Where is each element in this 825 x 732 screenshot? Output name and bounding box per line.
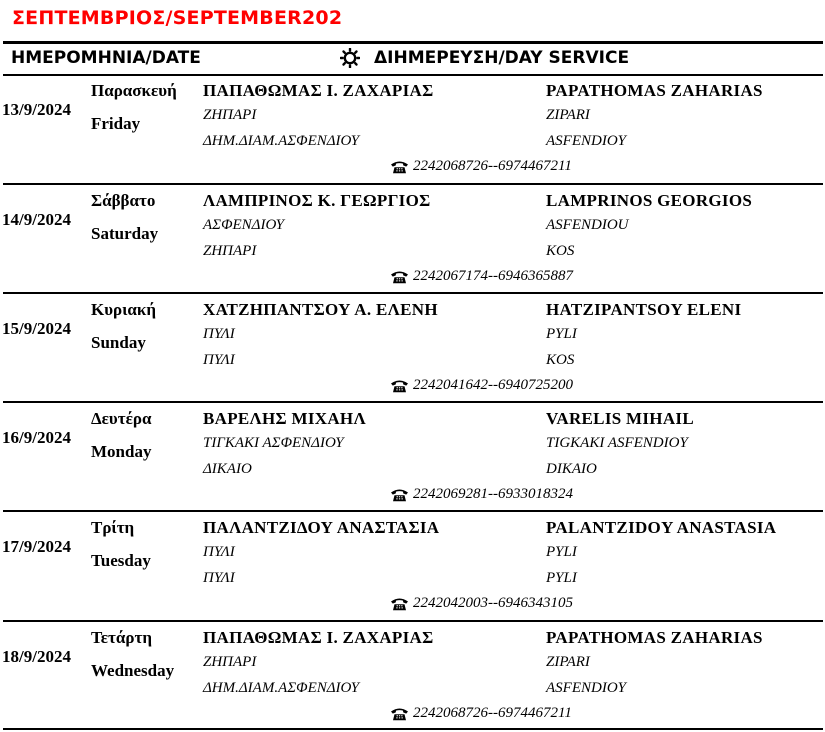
pharmacist-name-english: PAPATHOMAS ZAHARIAS bbox=[546, 628, 763, 647]
phone-numbers: 2242068726--6974467211 bbox=[413, 158, 572, 174]
entry-day-english: Wednesday bbox=[91, 661, 175, 680]
entry-day-english: Monday bbox=[91, 442, 152, 461]
entry-date: 17/9/2024 bbox=[2, 537, 71, 556]
address-greek: ΠΥΛΙ bbox=[203, 352, 235, 368]
phone-icon bbox=[390, 160, 409, 174]
phone-line bbox=[390, 377, 573, 394]
phone-numbers: 2242067174--6946365887 bbox=[413, 268, 573, 284]
phone-icon bbox=[390, 488, 409, 502]
entry-day-greek: Δευτέρα bbox=[91, 409, 152, 428]
pharmacist-name-english: PALANTZIDOY ANASTASIA bbox=[546, 518, 777, 537]
phone-line bbox=[390, 158, 572, 175]
entry-day-english: Friday bbox=[91, 114, 141, 133]
duty-entry bbox=[0, 621, 825, 731]
service-column-header bbox=[340, 48, 629, 68]
page-title: ΣΕΠΤΕΜΒΡΙΟΣ/SEPTEMBER202 bbox=[12, 7, 343, 29]
entry-date: 18/9/2024 bbox=[2, 647, 71, 666]
pharmacist-name-english: LAMPRINOS GEORGIOS bbox=[546, 191, 753, 210]
service-label: ΔΙΗΜΕΡΕΥΣΗ/DAY SERVICE bbox=[374, 48, 630, 68]
pharmacist-name-greek: ΠΑΠΑΘΩΜΑΣ Ι. ΖΑΧΑΡΙΑΣ bbox=[203, 81, 434, 100]
pharmacist-name-english: PAPATHOMAS ZAHARIAS bbox=[546, 81, 763, 100]
pharmacist-name-greek: ΠΑΠΑΘΩΜΑΣ Ι. ΖΑΧΑΡΙΑΣ bbox=[203, 628, 434, 647]
entry-day-greek: Τετάρτη bbox=[91, 628, 152, 647]
date-column-header: ΗΜΕΡΟΜΗΝΙΑ/DATE bbox=[11, 48, 201, 68]
entry-day-greek: Τρίτη bbox=[91, 518, 135, 537]
phone-line bbox=[390, 486, 573, 503]
phone-numbers: 2242041642--6940725200 bbox=[413, 377, 573, 393]
address-english: ASFENDIOY bbox=[546, 133, 626, 149]
entry-date: 14/9/2024 bbox=[2, 210, 71, 229]
location-english: ASFENDIOU bbox=[546, 217, 629, 233]
phone-line bbox=[390, 268, 573, 285]
phone-icon bbox=[390, 270, 409, 284]
pharmacist-name-greek: ΛΑΜΠΡΙΝΟΣ Κ. ΓΕΩΡΓΙΟΣ bbox=[203, 191, 431, 210]
phone-numbers: 2242042003--6946343105 bbox=[413, 595, 573, 611]
pharmacist-name-greek: ΧΑΤΖΗΠΑΝΤΣΟΥ Α. ΕΛΕΝΗ bbox=[203, 300, 438, 319]
address-english: DIKAIO bbox=[546, 461, 597, 477]
address-english: KOS bbox=[546, 243, 575, 259]
address-greek: ΔΙΚΑΙΟ bbox=[203, 461, 252, 477]
phone-icon bbox=[390, 707, 409, 721]
location-greek: ΠΥΛΙ bbox=[203, 326, 235, 342]
table-header bbox=[0, 44, 825, 74]
address-greek: ΠΥΛΙ bbox=[203, 570, 235, 586]
location-greek: ΠΥΛΙ bbox=[203, 544, 235, 560]
location-english: PYLI bbox=[546, 326, 577, 342]
phone-icon bbox=[390, 379, 409, 393]
entry-day-greek: Κυριακή bbox=[91, 300, 156, 319]
location-greek: ΖΗΠΑΡΙ bbox=[203, 107, 257, 123]
pharmacist-name-greek: ΠΑΛΑΝΤΖΙΔΟΥ ΑΝΑΣΤΑΣΙΑ bbox=[203, 518, 440, 537]
entry-date: 15/9/2024 bbox=[2, 319, 71, 338]
location-english: ZIPARI bbox=[546, 654, 590, 670]
phone-numbers: 2242069281--6933018324 bbox=[413, 486, 573, 502]
location-english: ZIPARI bbox=[546, 107, 590, 123]
entry-date: 13/9/2024 bbox=[2, 100, 71, 119]
entry-day-english: Saturday bbox=[91, 224, 159, 243]
phone-icon bbox=[390, 597, 409, 611]
address-english: ASFENDIOY bbox=[546, 680, 626, 696]
entry-day-english: Sunday bbox=[91, 333, 146, 352]
location-english: PYLI bbox=[546, 544, 577, 560]
sun-icon bbox=[340, 48, 360, 68]
pharmacist-name-greek: ΒΑΡΕΛΗΣ ΜΙΧΑΗΛ bbox=[203, 409, 366, 428]
duty-entry bbox=[0, 293, 825, 403]
address-greek: ΔΗΜ.ΔΙΑΜ.ΑΣΦΕΝΔΙΟΥ bbox=[203, 133, 360, 149]
entry-day-greek: Σάββατο bbox=[91, 191, 156, 210]
address-greek: ΖΗΠΑΡΙ bbox=[203, 243, 257, 259]
location-english: TIGKAKI ASFENDIOY bbox=[546, 435, 688, 451]
duty-entry bbox=[0, 402, 825, 512]
address-greek: ΔΗΜ.ΔΙΑΜ.ΑΣΦΕΝΔΙΟΥ bbox=[203, 680, 360, 696]
phone-line bbox=[390, 705, 572, 722]
address-english: KOS bbox=[546, 352, 575, 368]
address-english: PYLI bbox=[546, 570, 577, 586]
pharmacist-name-english: VARELIS MIHAIL bbox=[546, 409, 694, 428]
entry-day-greek: Παρασκευή bbox=[91, 81, 177, 100]
location-greek: ΤΙΓΚΑΚΙ ΑΣΦΕΝΔΙΟΥ bbox=[203, 435, 344, 451]
phone-numbers: 2242068726--6974467211 bbox=[413, 705, 572, 721]
bottom-divider bbox=[3, 728, 823, 730]
phone-line bbox=[390, 595, 573, 612]
duty-entry bbox=[0, 511, 825, 621]
entry-date: 16/9/2024 bbox=[2, 428, 71, 447]
duty-entry bbox=[0, 184, 825, 294]
duty-entry bbox=[0, 74, 825, 184]
pharmacist-name-english: HATZIPANTSOY ELENI bbox=[546, 300, 742, 319]
entry-day-english: Tuesday bbox=[91, 551, 151, 570]
location-greek: ΖΗΠΑΡΙ bbox=[203, 654, 257, 670]
location-greek: ΑΣΦΕΝΔΙΟΥ bbox=[203, 217, 285, 233]
